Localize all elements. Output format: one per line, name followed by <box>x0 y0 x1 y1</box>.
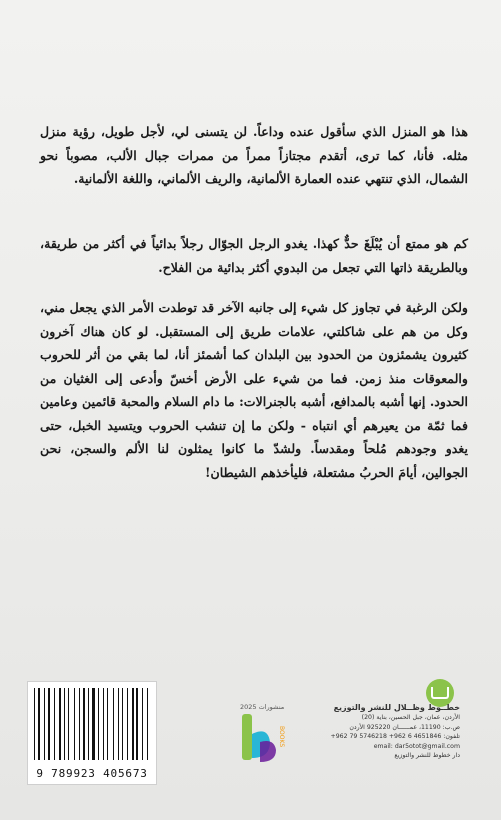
paragraph-1: هذا هو المنزل الذي سأقول عنده وداعاً. لن يتسنى لي، لأجل طويل، رؤية منزل مثله. فأنا، كما ترى، أتقدم مجتازاً ممراً من ممرات جبال الألب، مصوباً نحو الشمال، الذي تنتهي عنده العمارة الألمانية، والريف الألماني، واللغة الألمانية. <box>40 124 468 186</box>
isbn-barcode <box>27 681 157 785</box>
publisher-email: email: dar5otot@gmail.com <box>373 742 460 750</box>
publication-year: منشورات 2025 <box>240 703 285 711</box>
publisher-info <box>290 702 460 761</box>
barcode-bars <box>34 688 150 760</box>
publisher-facebook: دار خطوط للنشر والتوزيع <box>394 752 460 760</box>
publisher-name: خطــوط وظــلال للنشر والتوزيع <box>333 703 460 712</box>
publisher-phones: تلفون: 4651846 6 962+ 5746218 79 962+ <box>330 733 460 741</box>
paragraph-2: كم هو ممتع أن يُبْلَغَ حدٌّ كهذا. يغدو الرجل الجوّال رجلاً بدائياً في أكثر من طريقة، وبالطريقة ذاتها التي تجعل من البدوي أكثر بدائية من الفلاح. <box>40 236 468 275</box>
books-logo-text: BOOKS <box>278 726 285 748</box>
publisher-po-box: ص.ب: 11190، عمــــــان 925220 الأردن <box>349 723 460 731</box>
publisher-address: الأردن، عمان، جبل الحسين، بناية (20) <box>361 714 460 721</box>
paragraph-3: ولكن الرغبة في تجاوز كل شيء إلى جانبه الآخر قد توطدت الأمر الذي يجعل مني، وكل من هم على شاكلتي، علامات طريق إلى المستقبل. لو كان هناك آخرون كثيرون يشمئزون من الحدود بين البلدان كما أشمئز أنا، لما بقي من أثر للحروب والمعوقات منذ زمن. فما من شيء على الأرض أخسّ وأدعى إلى الغثيان من الحدود. إنها أشبه بالمدافع، أشبه بالجنرالات: ما دام السلام والمحبة قائمين وعامين فما ثمّة من يعيرهم أي انتباه - ولكن ما إن تنشب الحروب ويتسيد الخبل، حتى يغدو وجودهم مُلحاً ومقدساً. ولشدّ ما كانوا يمثلون لنا الألم والسجن، نحن الجوالين، أيامَ الحربُ مشتعلة، فليأخذهم الشيطان! <box>40 300 468 480</box>
isbn-number: 9 789923 405673 <box>36 767 148 780</box>
